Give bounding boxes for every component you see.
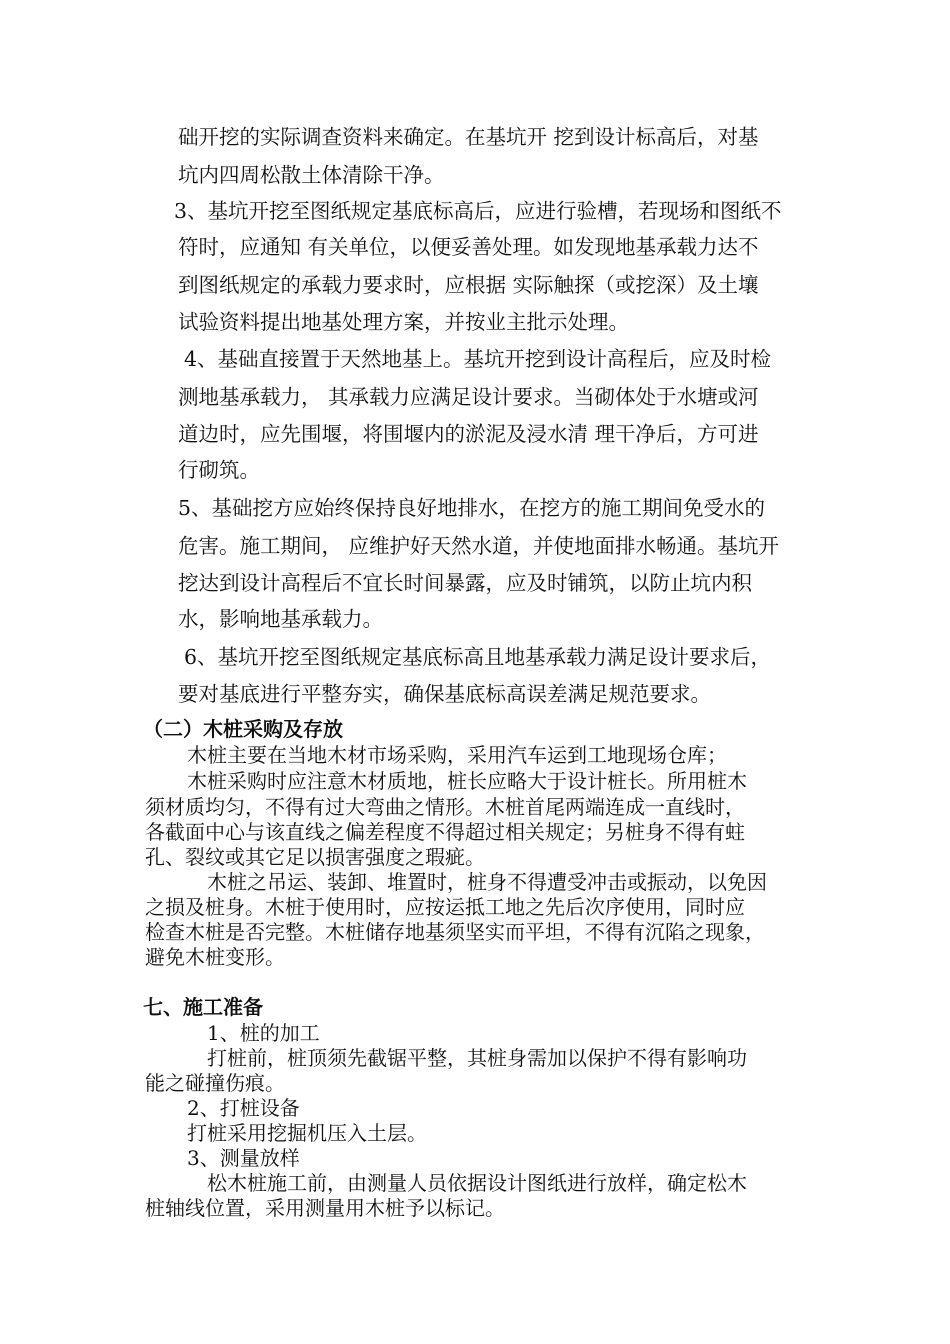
paragraph-line: 6、基坑开挖至图纸规定基底标高且地基承载力满足设计要求后， xyxy=(184,645,772,669)
paragraph-line: 4、基础直接置于天然地基上。基坑开挖到设计高程后，应及时检 xyxy=(184,347,772,371)
paragraph-line: 测地基承载力， 其承载力应满足设计要求。当砌体处于水塘或河 xyxy=(178,385,759,409)
paragraph-line: 之损及桩身。木桩于使用时，应按运抵工地之先后次序使用，同时应 xyxy=(145,895,745,919)
paragraph-line: 孔、裂纹或其它足以损害强度之瑕疵。 xyxy=(145,845,485,869)
paragraph-line: 木桩采购时应注意木材质地，桩长应略大于设计桩长。所用桩木 xyxy=(187,769,747,793)
paragraph-line: 木桩之吊运、装卸、堆置时，桩身不得遭受冲击或振动，以免因 xyxy=(207,870,767,894)
paragraph-line: 检查木桩是否完整。木桩储存地基须坚实而平坦，不得有沉陷之现象， xyxy=(145,920,765,944)
paragraph-line: 符时，应通知 有关单位，以便妥善处理。如发现地基承载力达不 xyxy=(178,235,759,259)
paragraph-line: 5、基础挖方应始终保持良好地排水，在挖方的施工期间免受水的 xyxy=(178,496,766,520)
subheading: 3、测量放样 xyxy=(187,1146,300,1170)
subheading: 2、打桩设备 xyxy=(187,1096,300,1120)
paragraph-line: 须材质均匀，不得有过大弯曲之情形。木桩首尾两端连成一直线时， xyxy=(145,795,745,819)
section-heading: 七、施工准备 xyxy=(143,995,263,1019)
section-heading: （二）木桩采购及存放 xyxy=(143,717,343,741)
paragraph-line: 到图纸规定的承载力要求时，应根据 实际触探（或挖深）及土壤 xyxy=(178,273,759,297)
paragraph-line: 3、基坑开挖至图纸规定基底标高后，应进行验槽，若现场和图纸不 xyxy=(174,199,782,223)
paragraph-line: 坑内四周松散土体清除干净。 xyxy=(178,163,445,187)
paragraph-line: 挖达到设计高程后不宜长时间暴露，应及时铺筑，以防止坑内积 xyxy=(178,571,752,595)
paragraph-line: 危害。施工期间， 应维护好天然水道，并使地面排水畅通。基坑开 xyxy=(178,534,780,558)
paragraph-line: 道边时，应先围堰，将围堰内的淤泥及浸水清 理干净后，方可进 xyxy=(178,422,759,446)
paragraph-line: 松木桩施工前，由测量人员依据设计图纸进行放样，确定松木 xyxy=(207,1171,747,1195)
paragraph-line: 试验资料提出地基处理方案，并按业主批示处理。 xyxy=(178,310,629,334)
paragraph-line: 要对基底进行平整夯实，确保基底标高误差满足规范要求。 xyxy=(178,682,711,706)
paragraph-line: 行砌筑。 xyxy=(178,458,260,482)
paragraph-line: 避免木桩变形。 xyxy=(145,945,285,969)
subheading: 1、桩的加工 xyxy=(207,1021,320,1045)
paragraph-line: 能之碰撞伤痕。 xyxy=(145,1071,285,1095)
paragraph-line: 木桩主要在当地木材市场采购，采用汽车运到工地现场仓库； xyxy=(187,743,727,767)
paragraph-line: 桩轴线位置，采用测量用木桩予以标记。 xyxy=(145,1196,505,1220)
paragraph-line: 础开挖的实际调查资料来确定。在基坑开 挖到设计标高后，对基 xyxy=(178,125,759,149)
paragraph-line: 打桩前，桩顶须先截锯平整，其桩身需加以保护不得有影响功 xyxy=(207,1046,747,1070)
paragraph-line: 水，影响地基承载力。 xyxy=(178,607,383,631)
paragraph-line: 各截面中心与该直线之偏差程度不得超过相关规定；另桩身不得有蛀 xyxy=(145,820,745,844)
paragraph-line: 打桩采用挖掘机压入土层。 xyxy=(187,1121,427,1145)
